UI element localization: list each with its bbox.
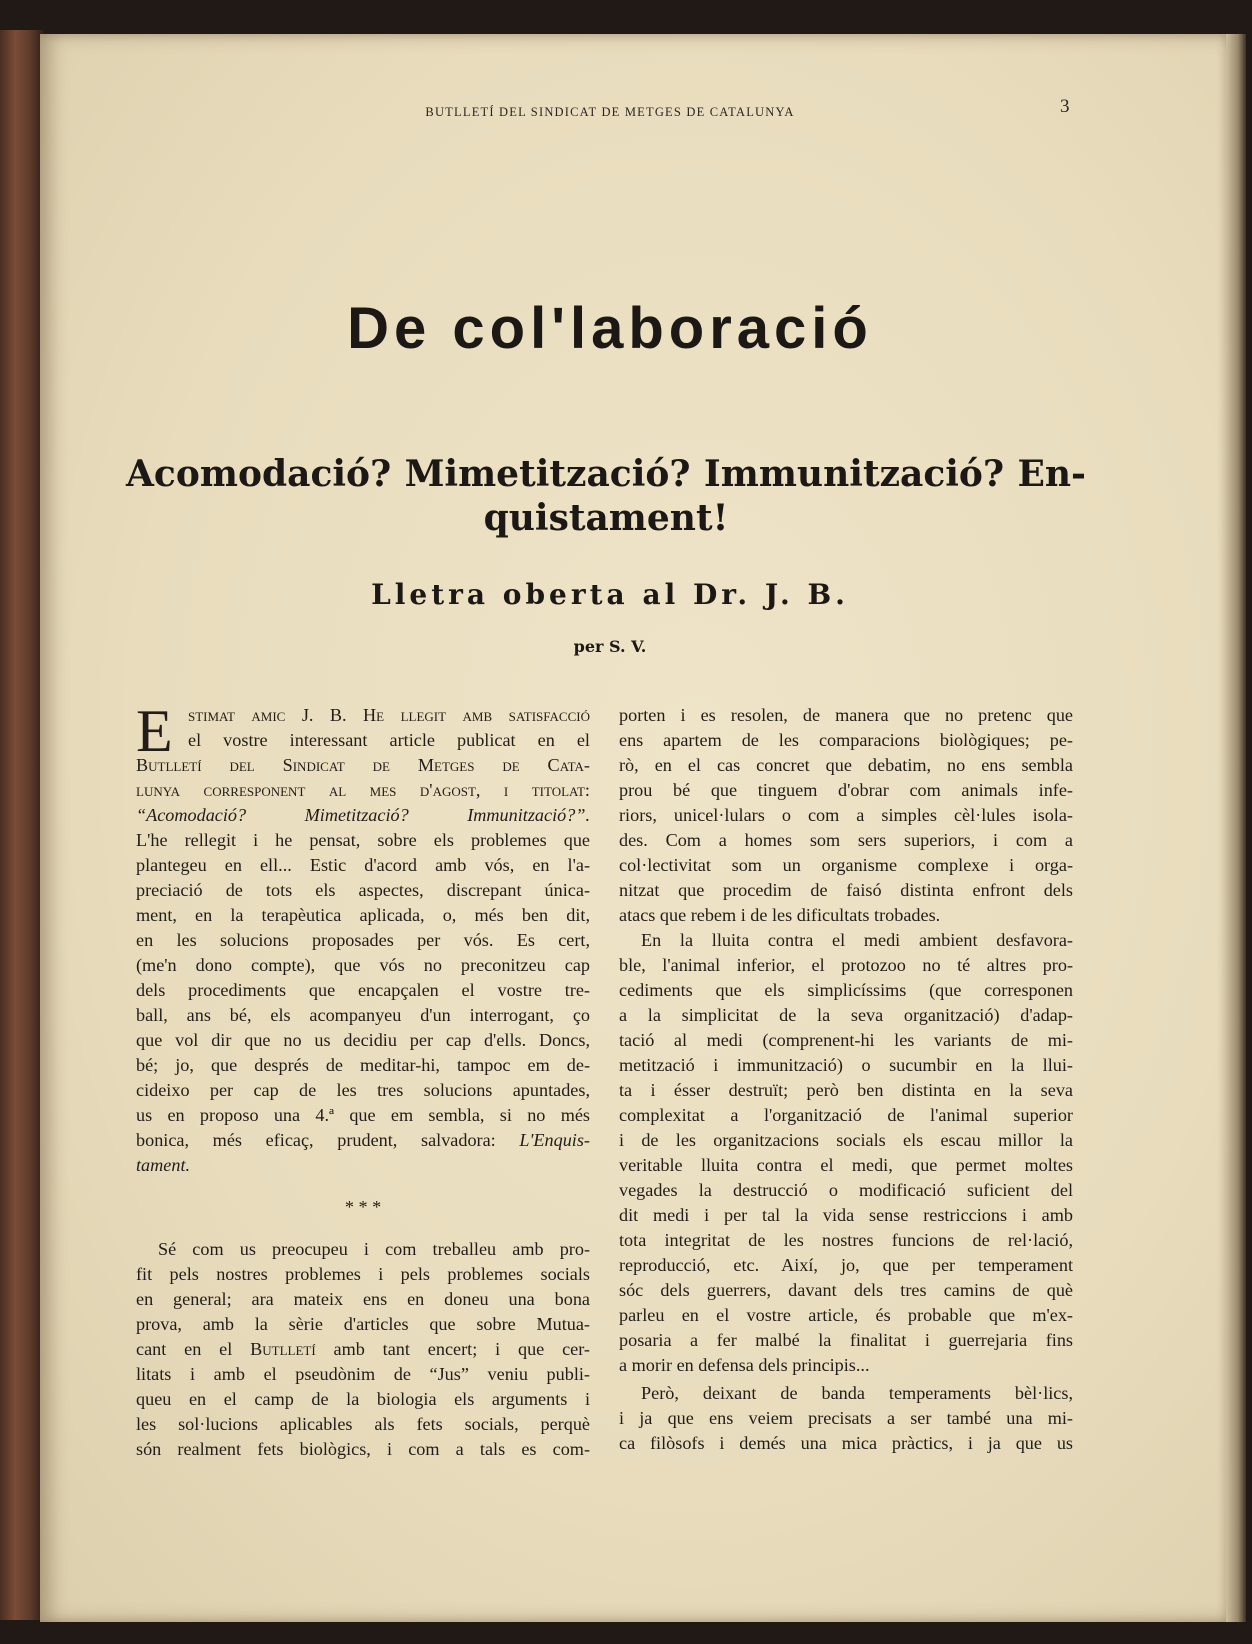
text-line: “Acomodació? Mimetització? Immunització?”. [136,805,590,825]
text-line: vegades la destrucció o modificació suficient del [619,1180,1073,1200]
text-line: lunya corresponent al mes d'agost, i titolat: [136,780,590,800]
text-line: bé; jo, que després de meditar-hi, tampoc em de- [136,1055,590,1075]
text-line: i ja que ens veiem precisats a ser també una mi- [619,1408,1073,1428]
text-line: posaria a fer malbé la finalitat i guerrejaria fins [619,1330,1073,1350]
text-line: stimat amic J. B. He llegit amb satisfacció [188,705,590,725]
text-line: porten i es resolen, de manera que no pretenc que [619,705,1073,725]
section-title: De col'laboració [347,296,873,361]
text-line: col·lectivitat som un organisme complexe i orga- [619,855,1073,875]
section-break-asterisks: * * * [344,1197,382,1217]
text-line: atacs que rebem i de les dificultats trobades. [619,905,941,925]
text-run: amb tant encert; i que cer- [333,1339,590,1359]
title-word: Immunització? [703,453,1005,495]
text-line: a morir en defensa dels principis... [619,1355,870,1375]
text-line: i de les organitzacions socials els escau millor la [619,1130,1073,1150]
text-line: plantegeu en ell... Estic d'acord amb vós, en l'a- [136,855,590,875]
text-line: en les solucions proposades per vós. Es cert, [136,930,590,950]
article-subtitle: Lletra oberta al Dr. J. B. [371,578,849,611]
text-line: L'he rellegit i he pensat, sobre els problemes que [136,830,590,850]
text-line: Butlletí del Sindicat de Metges de Cata- [136,755,590,775]
text-line: tació al medi (comprenent-hi les variants de mi- [619,1030,1073,1050]
page-number: 3 [1060,96,1070,117]
text-line: ball, ans bé, els acompanyeu d'un interrogant, ço [136,1005,590,1025]
text-line [136,1128,590,1153]
text-line [136,1337,590,1362]
text-line: són realment fets biològics, i com a tals es com- [136,1439,590,1459]
text-line: dit medi i per tal la vida sense restriccions i amb [619,1205,1073,1225]
title-word: Acomodació? [126,453,392,495]
text-line: us en proposo una 4.ª que em sembla, si no més [136,1105,590,1125]
text-run: Butlletí [250,1339,316,1359]
text-line: rò, en el cas concret que debatim, no ens sembla [619,755,1073,775]
text-line: cideixo per cap de les tres solucions apuntades, [136,1080,590,1100]
title-word: En- [1017,453,1086,495]
article-title-line-2: quistament! [483,497,729,539]
text-line: preciació de tots els aspectes, discrepant únicа- [136,880,590,900]
text-line: fit pels nostres problemes i pels problemes socials [136,1264,590,1284]
text-line: veritable lluita contra el medi, que permet moltes [619,1155,1073,1175]
text-line: metització i immunització) o sucumbir en la llui- [619,1055,1073,1075]
article-title-line-1 [126,452,1086,496]
text-run: bonica, més eficaç, prudent, salvadora: [136,1130,496,1150]
drop-cap: E [136,698,173,764]
byline: per S. V. [573,637,647,656]
text-line: ens apartem de les comparacions biològiques; pe- [619,730,1073,750]
text-line: en general; ara mateix ens en doneu una bona [136,1289,590,1309]
text-line: nitzat que procedim de faisó distinta enfront dels [619,880,1073,900]
right-column [619,703,1073,1456]
running-head: BUTLLETÍ DEL SINDICAT DE METGES DE CATALUNYA [425,105,795,119]
text-line: dels procediments que encapçalen el vostre tre- [136,980,590,1000]
text-line: Sé com us preocupeu i com treballeu amb pro- [158,1239,590,1259]
book-binding [0,30,44,1620]
left-column [136,698,590,1462]
text-line: En la lluita contra el medi ambient desfavora- [641,930,1073,950]
text-line: prova, amb la sèrie d'articles que sobre Mutua- [136,1314,590,1334]
text-line: des. Com a homes som sers superiors, i com a [619,830,1073,850]
title-word: Mimetització? [404,453,691,495]
text-line: ment, en la terapèutica aplicada, o, més ben dit, [136,905,590,925]
text-line: (me'n dono compte), que vós no preconitzeu cap [136,955,590,975]
text-run: cant en el [136,1339,233,1359]
text-line: prou bé que tinguem d'obrar com animals infe- [619,780,1073,800]
text-line: el vostre interessant article publicat en el [188,730,590,750]
text-line: litats i amb el pseudònim de “Jus” veniu publi- [136,1364,590,1384]
text-line: a la simplicitat de la seva organització) d'adap- [619,1005,1073,1025]
text-line: Però, deixant de banda temperaments bèl·lics, [641,1383,1073,1403]
text-line: sóc dels guerrers, davant dels tres camins de què [619,1280,1073,1300]
text-line: reproducció, etc. Així, jo, que per temperament [619,1255,1073,1275]
text-line: parleu en el vostre article, és probable que m'ex- [619,1305,1073,1325]
text-run: L'Enquis- [519,1130,590,1150]
article-title [126,452,1086,540]
text-line: ca filòsofs i demés una mica pràctics, i ja que us [619,1433,1073,1453]
text-line: cediments que els simplicíssims (que corresponen [619,980,1073,1000]
text-line [136,778,590,803]
text-line: ta i ésser destruït; però ben distinta en la seva [619,1080,1073,1100]
text-line: tota integritat de les nostres funcions de rel·lació, [619,1230,1073,1250]
text-line: complexitat a l'organització de l'animal superior [619,1105,1073,1125]
text-line: queu en el camp de la biologia els arguments i [136,1389,590,1409]
spacer [136,1220,590,1237]
text-line: tament. [136,1155,191,1175]
text-line: riors, unicel·lulars o com a simples cèl·lules isola- [619,805,1073,825]
spacer [136,1178,590,1195]
page-edge [1226,34,1246,1622]
text-line: ble, l'animal inferior, el protozoo no té altres pro- [619,955,1073,975]
text-line: que vol dir que no us decidiu per cap d'ells. Doncs, [136,1030,590,1050]
text-line: les sol·lucions aplicables als fets socials, perquè [136,1414,590,1434]
